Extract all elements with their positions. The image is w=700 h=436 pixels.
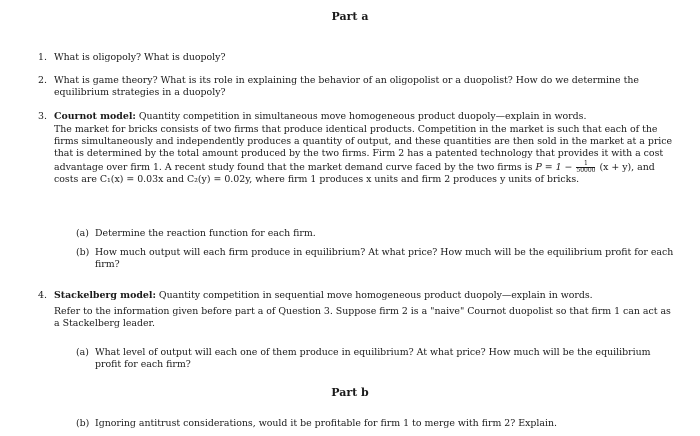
- subquestion-text: What level of output will each one of them produce in equilibrium? At what price? How much will be the equilibrium profit for each firm?: [95, 347, 651, 371]
- fraction-numerator: 1: [584, 159, 588, 167]
- paragraph-text: The market for bricks consists of two firms that produce identical products. Competition in the market is such that each of the firms simultaneously and independently produces a quantity of output, and these quantities are then sold in the market at a price that is determined by the total amount produced by the two firms. Firm 2 has a patented technology that provides it with a cost advantage over firm 1. A recent study found that the market demand curve faced by the two firms is: [54, 124, 673, 173]
- subquestion-label: (a): [76, 228, 89, 239]
- part-b-title: Part b: [331, 386, 369, 399]
- question-text: What is game theory? What is its role in explaining the behavior of an oligopolist or a duopolist? How do we determine the equilibrium strategies in a duopoly?: [54, 75, 639, 99]
- subquestion-label: (b): [76, 418, 90, 429]
- question-heading: Cournot model:: [54, 111, 136, 122]
- demand-equation-rhs: (x + y), and costs are C₁(x) = 0.03x and C₂(y) = 0.02y, where firm 1 produces x units and firm 2 produces y units of bricks.: [54, 161, 655, 185]
- question-number: 2.: [38, 75, 47, 86]
- demand-equation-lhs: P = 1 −: [535, 161, 573, 173]
- fraction-denominator: 50000: [576, 166, 596, 174]
- subquestion-label: (a): [76, 347, 89, 358]
- question-heading: Stackelberg model:: [54, 290, 156, 301]
- question-number: 3.: [38, 111, 47, 122]
- part-a-title: Part a: [331, 10, 369, 23]
- paragraph-text: Refer to the information given before part a of Question 3. Suppose firm 2 is a "naive" Cournot duopolist so that firm 1 can act as a Stackelberg leader.: [54, 306, 671, 330]
- question-text: [54, 290, 678, 302]
- question-intro: Quantity competition in simultaneous move homogeneous product duopoly—explain in words.: [138, 111, 587, 122]
- question-intro: Quantity competition in sequential move homogeneous product duopoly—explain in words.: [158, 290, 593, 301]
- subquestion-label: (b): [76, 247, 90, 258]
- question-text: [54, 111, 678, 123]
- demand-fraction: [576, 161, 595, 174]
- subquestion-text: How much output will each firm produce in equilibrium? At what price? How much will be the equilibrium profit for each firm?: [95, 247, 674, 271]
- question-number: 1.: [38, 52, 47, 63]
- subquestion-text: Ignoring antitrust considerations, would it be profitable for firm 1 to merge with firm 2? Explain.: [95, 418, 558, 429]
- question-4-paragraph: [54, 306, 678, 330]
- question-text: What is oligopoly? What is duopoly?: [54, 52, 226, 63]
- question-number: 4.: [38, 290, 47, 301]
- question-3-paragraph: [54, 124, 678, 186]
- subquestion-text: Determine the reaction function for each firm.: [95, 228, 316, 239]
